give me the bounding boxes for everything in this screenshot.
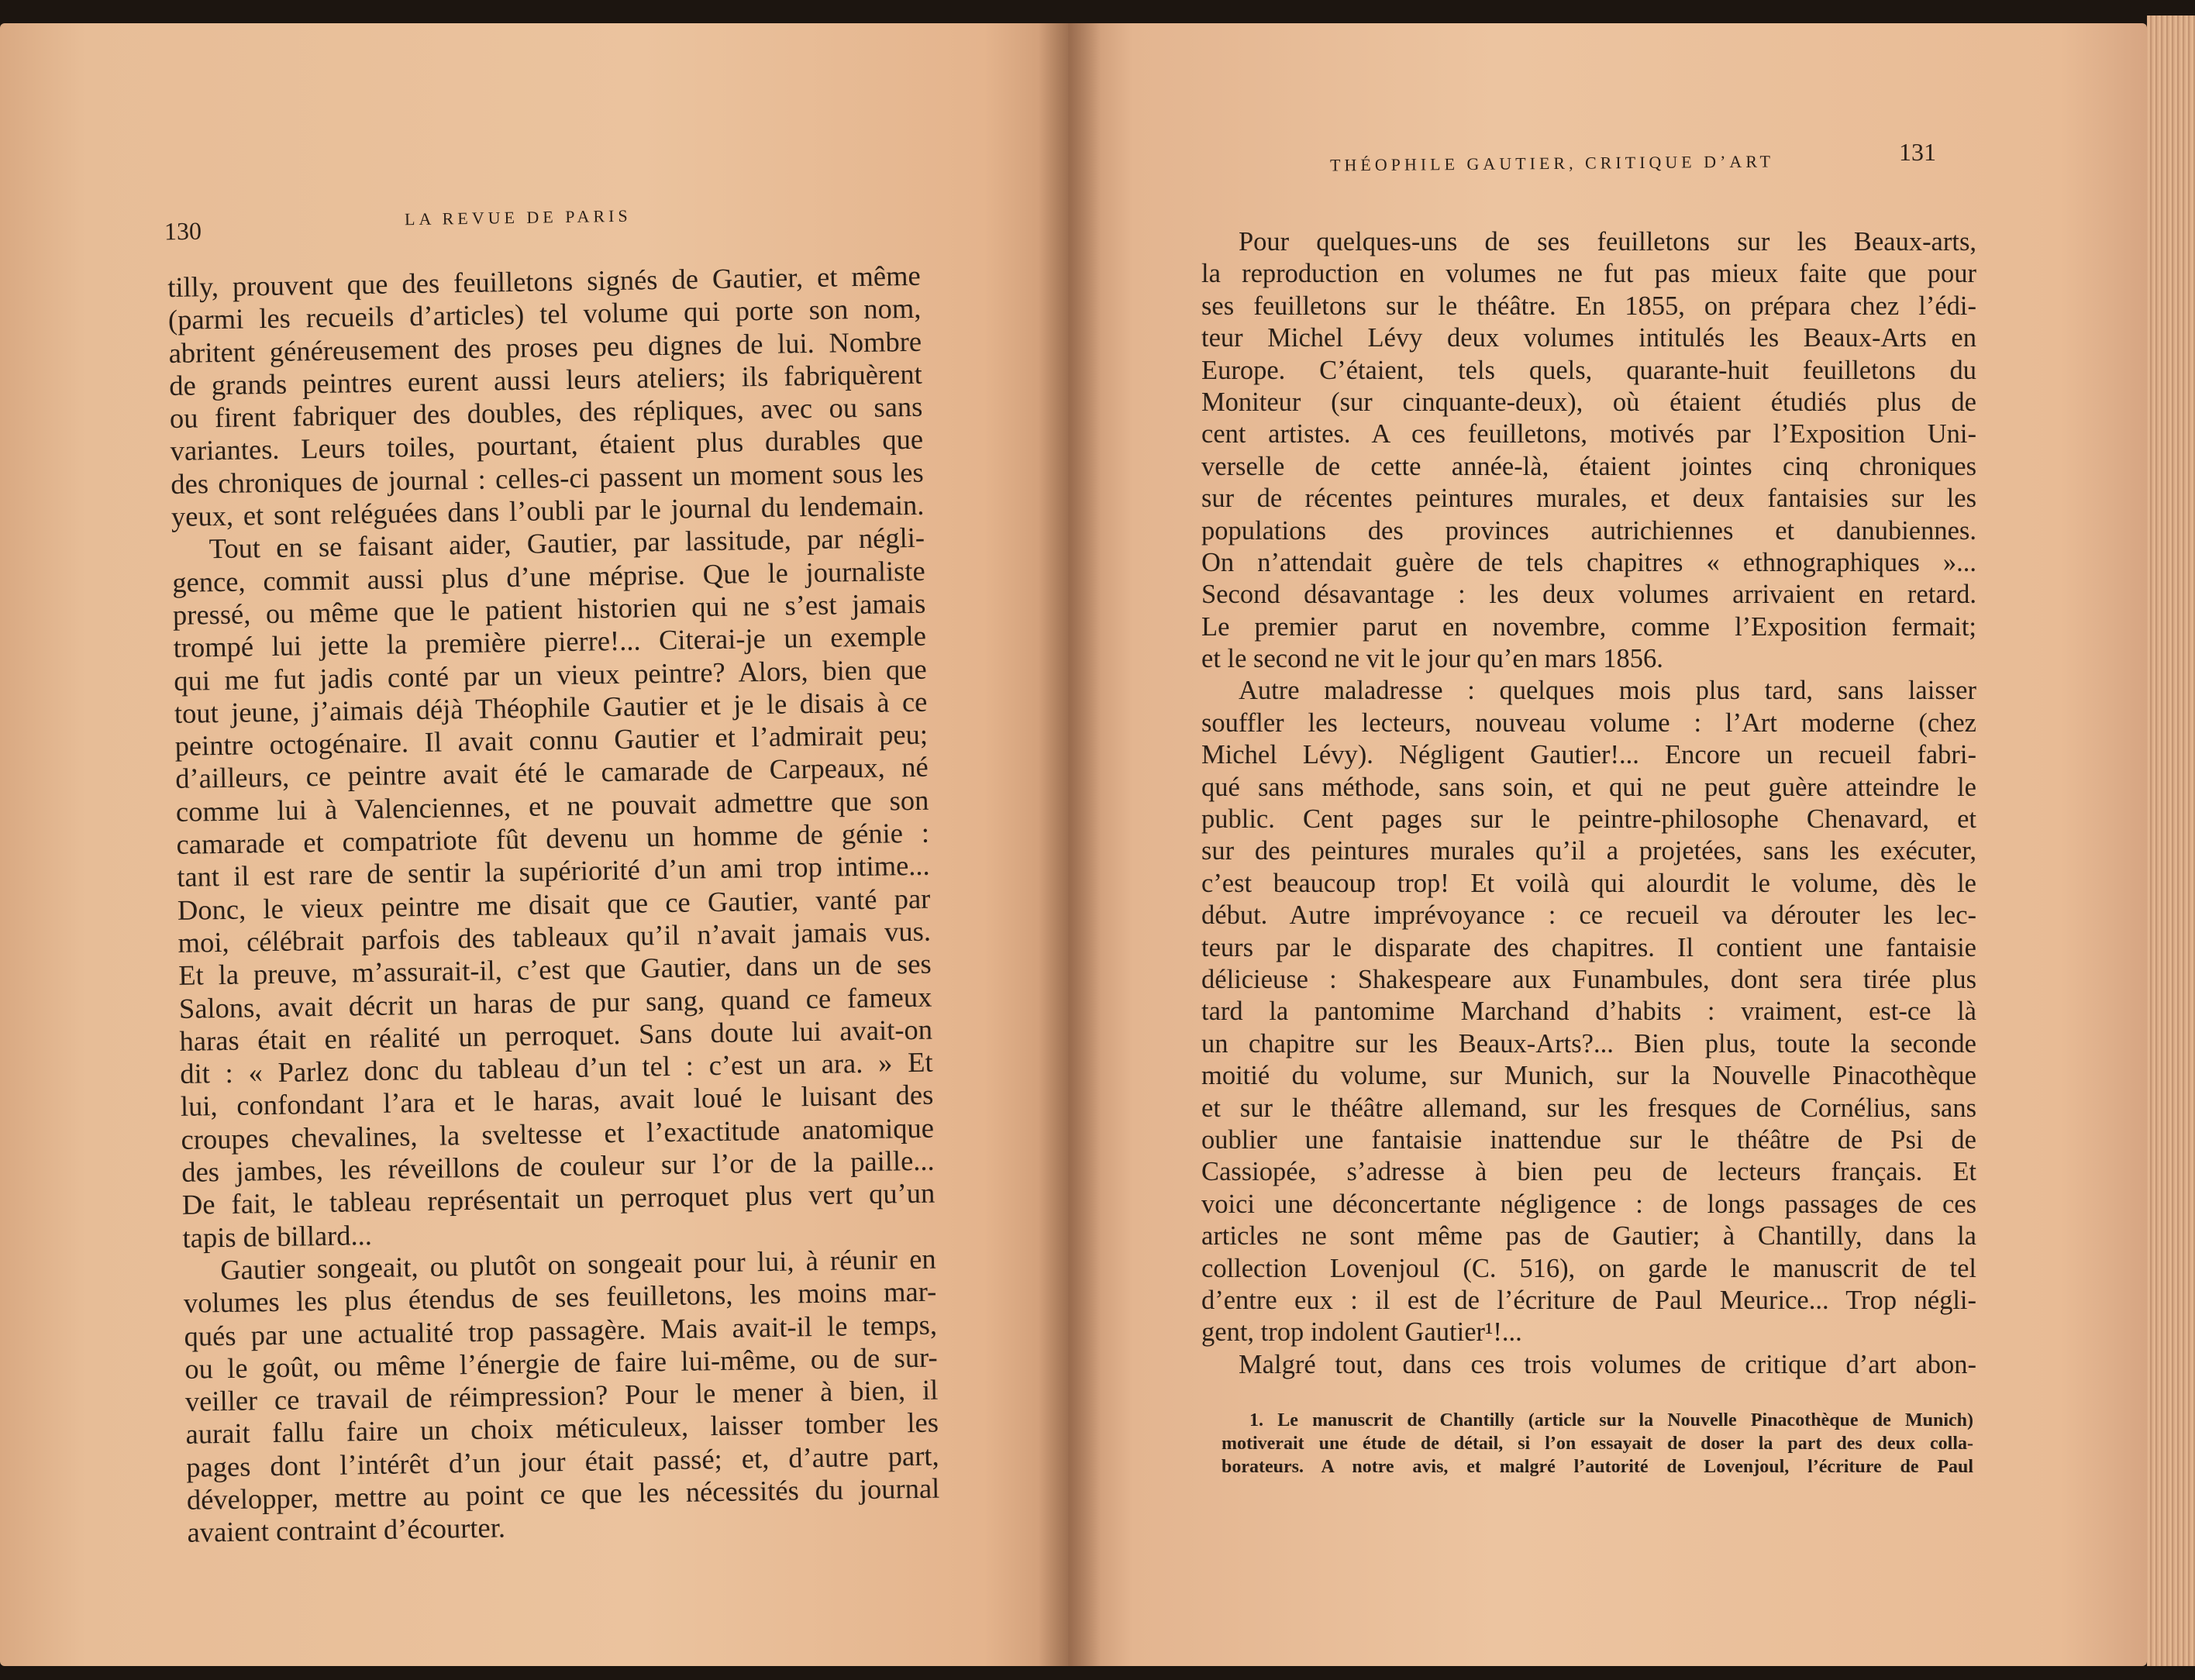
text-line: Michel Lévy). Négligent Gautier!... Encore un recueil fabri- xyxy=(1201,740,1976,770)
text-line: délicieuse : Shakespeare aux Funambules, dont sera tirée plus xyxy=(1201,964,1976,994)
text-line: croupes chevalines, la sveltesse et l’exactitude anatomique xyxy=(181,1111,935,1155)
right-page xyxy=(1068,23,2147,1666)
text-line: des jambes, les réveillons de couleur sur l’or de la paille... xyxy=(181,1144,935,1188)
text-line: pages dont l’intérêt d’un jour était passé; et, d’autre part, xyxy=(185,1439,939,1483)
text-line: avaient contraint d’écourter. xyxy=(187,1511,506,1549)
text-line: Autre maladresse : quelques mois plus tard, sans laisser xyxy=(1239,676,1976,706)
right-body-text xyxy=(1201,226,1976,1381)
text-line: c’est beaucoup trop! Et voilà qui alourdit le volume, dès le xyxy=(1201,868,1976,898)
text-line: populations des provinces autrichiennes et danubiennes. xyxy=(1201,515,1976,546)
text-line: haras était en réalité un perroquet. Sans doute lui avait-on xyxy=(179,1013,933,1057)
text-line: Salons, avait décrit un haras de pur sang, quand ce fameux xyxy=(178,980,932,1024)
text-line: et sur le théâtre allemand, sur les fresques de Cornélius, sans xyxy=(1201,1093,1976,1123)
text-line: Donc, le vieux peintre me disait que ce Gautier, vanté par xyxy=(177,882,931,926)
text-line: et le second ne vit le jour qu’en mars 1856. xyxy=(1201,644,1663,674)
text-line: Europe. C’étaient, tels quels, quarante-huit feuilletons du xyxy=(1201,355,1976,385)
text-line: variantes. Leurs toiles, pourtant, étaient plus durables que xyxy=(170,423,924,467)
left-page-number: 130 xyxy=(164,216,202,246)
text-line: oublier une fantaisie inattendue sur le théâtre de Psi de xyxy=(1201,1124,1976,1155)
text-line: des chroniques de journal : celles-ci passent un moment sous les xyxy=(170,456,924,500)
text-line: gence, commit aussi plus d’une méprise. Que le journaliste xyxy=(171,554,925,598)
text-line: lui, confondant l’ara et le haras, avait loué le luisant des xyxy=(180,1079,934,1123)
text-line: souffler les lecteurs, nouveau volume : l’Art moderne (chez xyxy=(1201,707,1976,738)
text-line: voici une déconcertante négligence : de longs passages de ces xyxy=(1201,1189,1976,1219)
text-line: collection Lovenjoul (C. 516), on garde le manuscrit de tel xyxy=(1201,1253,1976,1283)
text-line: un chapitre sur les Beaux-Arts?... Bien plus, toute la seconde xyxy=(1201,1028,1976,1059)
text-line: moitié du volume, sur Munich, sur la Nouvelle Pinacothèque xyxy=(1201,1061,1976,1091)
text-line: de grands peintres eurent aussi leurs ateliers; ils fabriquèrent xyxy=(168,357,922,401)
text-line: peintre octogénaire. Il avait connu Gautier et l’admirait peu; xyxy=(174,718,929,763)
text-line: camarade et compatriote fût devenu un homme de génie : xyxy=(176,816,930,860)
page-edges xyxy=(2147,15,2195,1666)
text-line: sur des peintures murales qu’il a projetées, sans les exécuter, xyxy=(1201,836,1976,866)
text-line: Gautier songeait, ou plutôt on songeait pour lui, à réunir en xyxy=(219,1242,936,1286)
text-line: motiverait une étude de détail, si l’on essayait de doser la part des deux colla- xyxy=(1222,1434,1973,1454)
text-line: tard la pantomime Marchand d’habits : vraiment, est-ce là xyxy=(1201,997,1976,1027)
text-line: Pour quelques-uns de ses feuilletons sur les Beaux-arts, xyxy=(1239,227,1976,256)
text-line: qués par une actualité trop passagère. Mais avait-il le temps, xyxy=(184,1308,938,1352)
footnote xyxy=(1222,1409,1973,1479)
text-line: pressé, ou même que le patient historien qui ne s’est jamais xyxy=(172,587,926,631)
text-line: tout jeune, j’aimais déjà Théophile Gautier et je le disais à ce xyxy=(174,685,928,729)
text-line: De fait, le tableau représentait un perroquet plus vert qu’un xyxy=(181,1176,936,1221)
text-line: d’entre eux : il est de l’écriture de Paul Meurice... Trop négli- xyxy=(1201,1285,1976,1315)
text-line: moi, célébrait parfois des tableaux qu’il n’avait jamais vus. xyxy=(177,914,932,959)
text-line: Malgré tout, dans ces trois volumes de critique d’art abon- xyxy=(1239,1349,1976,1379)
text-line: articles ne sont même pas de Gautier; à Chantilly, dans la xyxy=(1201,1221,1976,1251)
text-line: début. Autre imprévoyance : ce recueil va dérouter les lec- xyxy=(1201,900,1976,931)
text-line: trompé lui jette la première pierre!... Citerai-je un exemple xyxy=(173,619,927,664)
text-line: gent, trop indolent Gautier¹!... xyxy=(1201,1317,1522,1348)
text-line: d’ailleurs, ce peintre avait été le camarade de Carpeaux, né xyxy=(174,751,929,795)
text-line: veiller ce travail de réimpression? Pour le mener à bien, il xyxy=(184,1373,939,1417)
text-line: cent artistes. A ces feuilletons, motivés par l’Exposition Uni- xyxy=(1201,419,1976,449)
text-line: Le premier parut en novembre, comme l’Exposition fermait; xyxy=(1201,611,1976,642)
text-line: Et la preuve, m’assurait-il, c’est que Gautier, dans un de ses xyxy=(177,947,932,992)
text-line: ou le goût, ou même l’énergie de faire lui-même, ou de sur- xyxy=(184,1341,938,1385)
text-line: Cassiopée, s’adresse à bien peu de lecteurs français. Et xyxy=(1201,1157,1976,1187)
text-line: aurait fallu faire un choix méticuleux, laisser tomber les xyxy=(185,1406,939,1451)
text-line: abritent généreusement des proses peu dignes de lui. Nombre xyxy=(168,325,922,369)
text-line: qui me fut jadis conté par un vieux peintre? Alors, bien que xyxy=(173,652,927,697)
text-line: dit : « Parlez donc du tableau d’un tel : c’est un ara. » Et xyxy=(179,1045,933,1090)
text-line: développer, mettre au point ce que les nécessités du journal xyxy=(186,1472,940,1516)
text-line: sur de récentes peintures murales, et deux fantaisies sur les xyxy=(1201,484,1976,514)
right-page-number: 131 xyxy=(1899,138,1936,166)
text-line: volumes les plus étendus de ses feuilletons, les moins mar- xyxy=(183,1275,937,1320)
text-line: comme lui à Valenciennes, et ne pouvait admettre que son xyxy=(175,783,929,828)
text-line: (parmi les recueils d’articles) tel volume qui porte son nom, xyxy=(167,292,922,336)
text-line: Moniteur (sur cinquante-deux), où étaient étudiés plus de xyxy=(1201,387,1976,417)
left-running-head: LA REVUE DE PARIS xyxy=(404,205,632,229)
text-line: 1. Le manuscrit de Chantilly (article sur la Nouvelle Pinacothèque de Munich) xyxy=(1249,1410,1973,1430)
text-line: ou firent fabriquer des doubles, des répliques, avec ou sans xyxy=(169,390,923,435)
text-line: teur Michel Lévy deux volumes intitulés les Beaux-Arts en xyxy=(1201,323,1976,353)
left-page xyxy=(0,23,1070,1666)
text-line: Tout en se faisant aider, Gautier, par lassitude, par négli- xyxy=(208,522,925,565)
text-line: tapis de billard... xyxy=(182,1218,373,1254)
right-running-head: THÉOPHILE GAUTIER, CRITIQUE D’ART xyxy=(1329,151,1775,175)
text-line: On n’attendait guère de tels chapitres « ethnographiques »... xyxy=(1201,547,1976,577)
text-line: tilly, prouvent que des feuilletons signés de Gautier, et même xyxy=(167,259,921,303)
text-line: tant il est rare de sentir la supériorité d’un ami trop intime... xyxy=(176,849,930,893)
text-line: borateurs. A notre avis, et malgré l’autorité de Lovenjoul, l’écriture de Paul xyxy=(1222,1457,1973,1477)
text-line: ses feuilletons sur le théâtre. En 1855, on prépara chez l’édi- xyxy=(1201,291,1976,321)
text-line: qué sans méthode, sans soin, et qui ne peut guère atteindre le xyxy=(1201,772,1976,802)
text-line: teurs par le disparate des chapitres. Il contient une fantaisie xyxy=(1201,932,1976,962)
text-line: yeux, et sont reléguées dans l’oubli par le journal du lendemain. xyxy=(171,488,925,533)
text-line: verselle de cette année-là, étaient jointes cinq chroniques xyxy=(1201,451,1976,481)
text-line: public. Cent pages sur le peintre-philosophe Chenavard, et xyxy=(1201,804,1976,835)
text-line: Second désavantage : les deux volumes arrivaient en retard. xyxy=(1201,580,1976,610)
text-line: la reproduction en volumes ne fut pas mieux faite que pour xyxy=(1201,259,1976,289)
left-body-text xyxy=(167,260,941,1550)
